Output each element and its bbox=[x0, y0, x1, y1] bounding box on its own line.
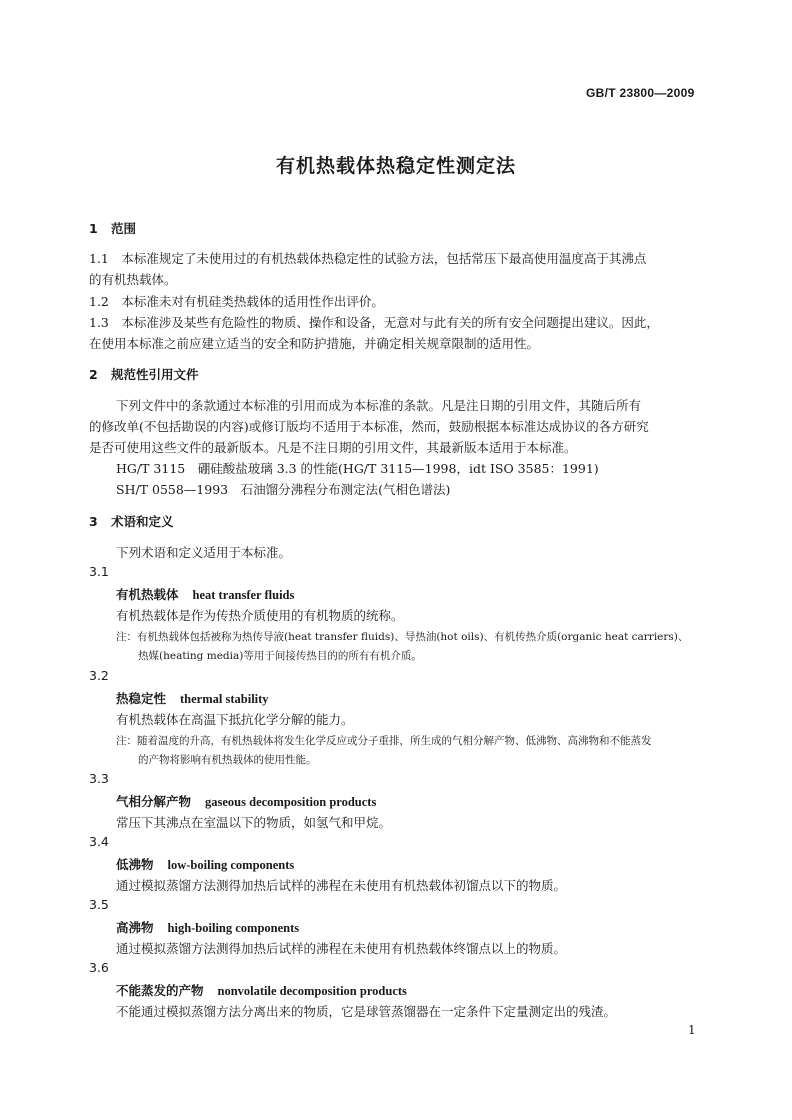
term-note-line2: 的产物将影响有机热载体的使用性能。 bbox=[138, 754, 317, 766]
references-para-line2: 的修改单(不包括勘误的内容)或修订版均不适用于本标准，然而，鼓励根据本标准达成协议的各方研究 bbox=[89, 419, 649, 434]
section-number: 2 bbox=[89, 367, 98, 382]
term-en: nonvolatile decomposition products bbox=[217, 984, 407, 998]
reference-hg-t-3115: HG/T 3115 硼硅酸盐玻璃 3.3 的性能(HG/T 3115—1998，idt ISO 3585：1991) bbox=[116, 461, 599, 476]
term-number: 3.4 bbox=[89, 834, 109, 849]
term-heading bbox=[116, 981, 407, 999]
term-en: low-boiling components bbox=[167, 858, 295, 872]
term-definition: 有机热载体在高温下抵抗化学分解的能力。 bbox=[116, 712, 354, 727]
term-en: high-boiling components bbox=[167, 921, 300, 935]
term-heading bbox=[116, 689, 269, 707]
page-number: 1 bbox=[688, 1023, 696, 1037]
term-heading bbox=[116, 918, 299, 936]
term-number: 3.5 bbox=[89, 897, 109, 912]
clause-1-1-line1: 1.1 本标准规定了未使用过的有机热载体热稳定性的试验方法，包括常压下最高使用温度高于其沸点 bbox=[89, 251, 647, 266]
clause-1-3-line2: 在使用本标准之前应建立适当的安全和防护措施，并确定相关规章限制的适用性。 bbox=[89, 336, 540, 351]
section-number: 3 bbox=[89, 514, 98, 529]
term-definition: 通过模拟蒸馏方法测得加热后试样的沸程在未使用有机热载体初馏点以下的物质。 bbox=[116, 878, 567, 893]
section-heading-terms bbox=[89, 512, 174, 530]
section-title: 术语和定义 bbox=[111, 514, 174, 529]
term-definition: 不能通过模拟蒸馏方法分离出来的物质，它是球管蒸馏器在一定条件下定量测定出的残渣。 bbox=[116, 1004, 617, 1019]
section-title: 范围 bbox=[111, 221, 137, 236]
term-en: heat transfer fluids bbox=[192, 588, 295, 602]
term-zh: 热稳定性 bbox=[116, 691, 167, 706]
references-para-line1: 下列文件中的条款通过本标准的引用而成为本标准的条款。凡是注日期的引用文件，其随后所有 bbox=[116, 398, 642, 413]
section-heading-references bbox=[89, 365, 199, 383]
term-en: thermal stability bbox=[180, 692, 269, 706]
references-para-line3: 是否可使用这些文件的最新版本。凡是不注日期的引用文件，其最新版本适用于本标准。 bbox=[89, 440, 577, 455]
term-en: gaseous decomposition products bbox=[205, 795, 377, 809]
reference-sh-t-0558: SH/T 0558—1993 石油馏分沸程分布测定法(气相色谱法) bbox=[116, 482, 451, 497]
section-number: 1 bbox=[89, 221, 98, 236]
term-zh: 有机热载体 bbox=[116, 587, 179, 602]
clause-1-3-line1: 1.3 本标准涉及某些有危险性的物质、操作和设备，无意对与此有关的所有安全问题提出建议。因此， bbox=[89, 315, 659, 330]
standard-number: GB/T 23800—2009 bbox=[586, 86, 695, 100]
term-number: 3.1 bbox=[89, 564, 109, 579]
term-heading bbox=[116, 585, 294, 603]
term-definition: 通过模拟蒸馏方法测得加热后试样的沸程在未使用有机热载体终馏点以上的物质。 bbox=[116, 941, 567, 956]
term-heading bbox=[116, 792, 376, 810]
term-zh: 气相分解产物 bbox=[116, 794, 192, 809]
document-title: 有机热载体热稳定性测定法 bbox=[275, 155, 516, 177]
clause-1-1-line2: 的有机热载体。 bbox=[89, 272, 177, 287]
term-note-line1: 注：有机热载体包括被称为热传导液(heat transfer fluids)、导热油(hot oils)、有机传热介质(organic heat carriers)、 bbox=[116, 631, 689, 643]
term-zh: 不能蒸发的产物 bbox=[116, 983, 204, 998]
term-definition: 常压下其沸点在室温以下的物质，如氢气和甲烷。 bbox=[116, 815, 392, 830]
term-note-line1: 注：随着温度的升高，有机热载体将发生化学反应或分子重排，所生成的气相分解产物、低沸物、高沸物和不能蒸发 bbox=[116, 735, 652, 747]
term-zh: 低沸物 bbox=[116, 857, 154, 872]
clause-1-2: 1.2 本标准未对有机硅类热载体的适用性作出评价。 bbox=[89, 294, 384, 309]
term-heading bbox=[116, 855, 294, 873]
term-zh: 高沸物 bbox=[116, 920, 154, 935]
term-number: 3.2 bbox=[89, 668, 109, 683]
section-title: 规范性引用文件 bbox=[111, 367, 199, 382]
term-note-line2: 热媒(heating media)等用于间接传热目的的所有有机介质。 bbox=[138, 650, 422, 662]
terms-intro: 下列术语和定义适用于本标准。 bbox=[116, 545, 292, 560]
term-definition: 有机热载体是作为传热介质使用的有机物质的统称。 bbox=[116, 608, 404, 623]
term-number: 3.3 bbox=[89, 771, 109, 786]
section-heading-scope bbox=[89, 219, 136, 237]
term-number: 3.6 bbox=[89, 960, 109, 975]
